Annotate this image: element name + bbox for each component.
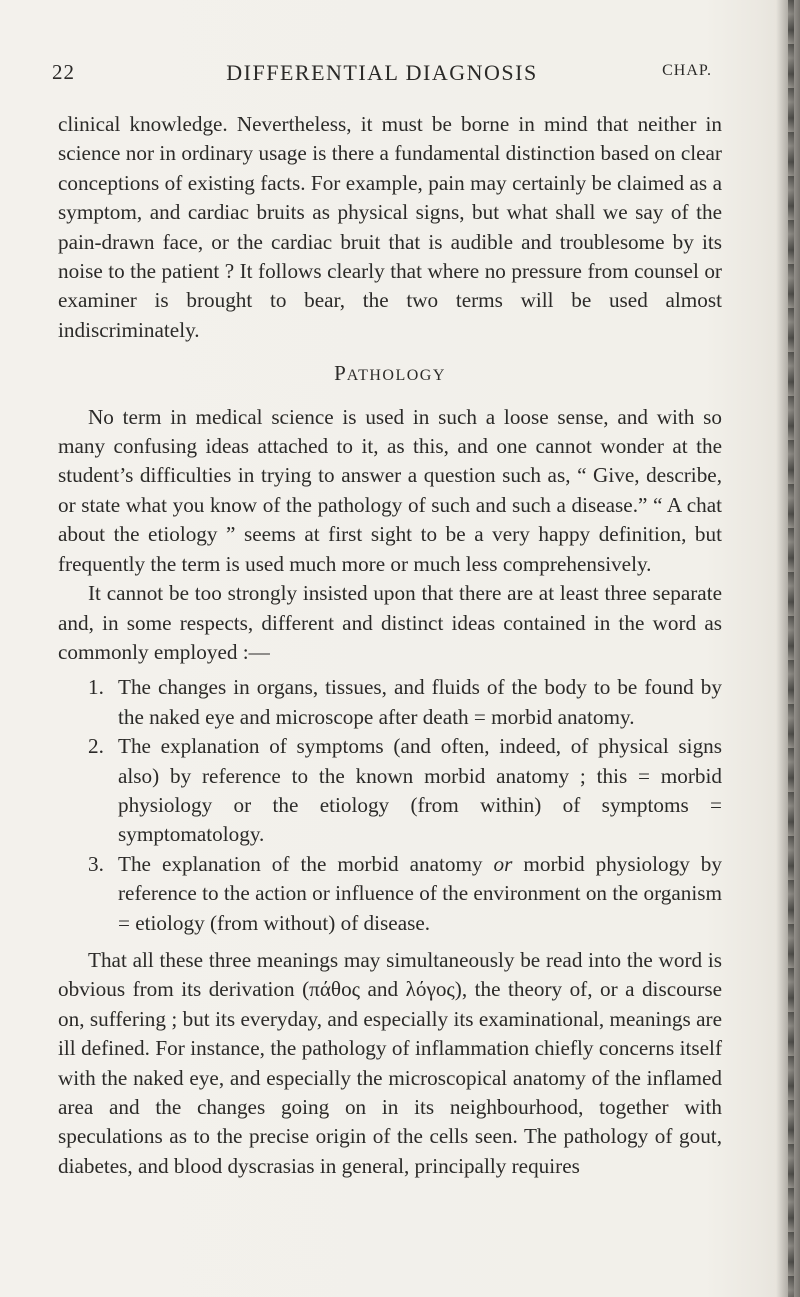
list-item bbox=[58, 732, 722, 850]
paragraph-pathology-1: No term in medical science is used in such a loose sense, and with so many confusing ideas attached to it, as this, and one cannot wonder at the student’s difficulties in trying to answer a question such as, “ Give, describe, or state what you know of the pathology of such and such a disease.” “ A chat about the etiology ” seems at first sight to be a very happy definition, but frequently the term is used much more or much less comprehensively. bbox=[58, 404, 722, 576]
list-item-number: 3. bbox=[88, 851, 104, 876]
paragraph-pathology-2: It cannot be too strongly insisted upon that there are at least three separate and, in some respects, different and distinct ideas contained in the word as commonly employed :— bbox=[58, 581, 722, 664]
section-heading bbox=[58, 359, 722, 390]
chapter-mark: CHAP. bbox=[662, 62, 712, 79]
list-item-number: 2. bbox=[88, 734, 104, 759]
list-item-text-before: The explanation of the morbid anatomy bbox=[118, 851, 483, 876]
list-item-text: The changes in organs, tissues, and fluids of the body to be found by the naked eye and microscope after death = morbid anatomy. bbox=[118, 675, 722, 729]
heading-small-caps: ATHOLOGY bbox=[346, 367, 446, 385]
paragraph-derivation: That all these three meanings may simultaneously be read into the word is obvious from its derivation (πάθος and λόγος), the theory of, or a discourse on, suffering ; but its everyday, and especially its examinational, meanings are ill defined. For instance, the pathology of inflammation chiefly concerns itself with the naked eye, and especially the microscopical anatomy of the inflamed area and the changes going on in its neighbourhood, together with speculations as to the precise origin of the cells seen. The pathology of gout, diabetes, and blood dyscrasias in general, principally requires bbox=[58, 947, 722, 1178]
list-item-text: The explanation of symptoms (and often, indeed, of physical signs also) by reference to the known morbid anatomy ; this = morbid physiology or the etiology (from within) of symptoms = symptomatology. bbox=[118, 734, 722, 847]
list-item-italic-or: or bbox=[493, 851, 513, 876]
paragraph-intro: clinical knowledge. Nevertheless, it must be borne in mind that neither in science nor in ordinary usage is there a fundamental distinction based on clear conceptions of existing facts. For example, pain may certainly be claimed as a symptom, and cardiac bruits as physical signs, but what shall we say of the pain-drawn face, or the cardiac bruit that is audible and troublesome by its noise to the patient ? It follows clearly that where no pressure from counsel or examiner is brought to bear, the two terms will be used almost indiscriminately. bbox=[58, 112, 722, 342]
heading-initial: P bbox=[334, 361, 347, 386]
list-item-text-after: morbid physiology by reference to the action or influence of the environment on the organism = etiology (from without) of disease. bbox=[118, 851, 722, 935]
list-item-number: 1. bbox=[88, 675, 104, 700]
page-number: 22 bbox=[52, 60, 75, 84]
page-edge-shadow bbox=[776, 0, 800, 1297]
body-text bbox=[58, 110, 722, 1181]
list-item bbox=[58, 673, 722, 732]
meanings-list bbox=[58, 673, 722, 938]
page-header bbox=[52, 60, 712, 90]
running-title: DIFFERENTIAL DIAGNOSIS bbox=[226, 60, 538, 85]
list-item bbox=[58, 850, 722, 938]
